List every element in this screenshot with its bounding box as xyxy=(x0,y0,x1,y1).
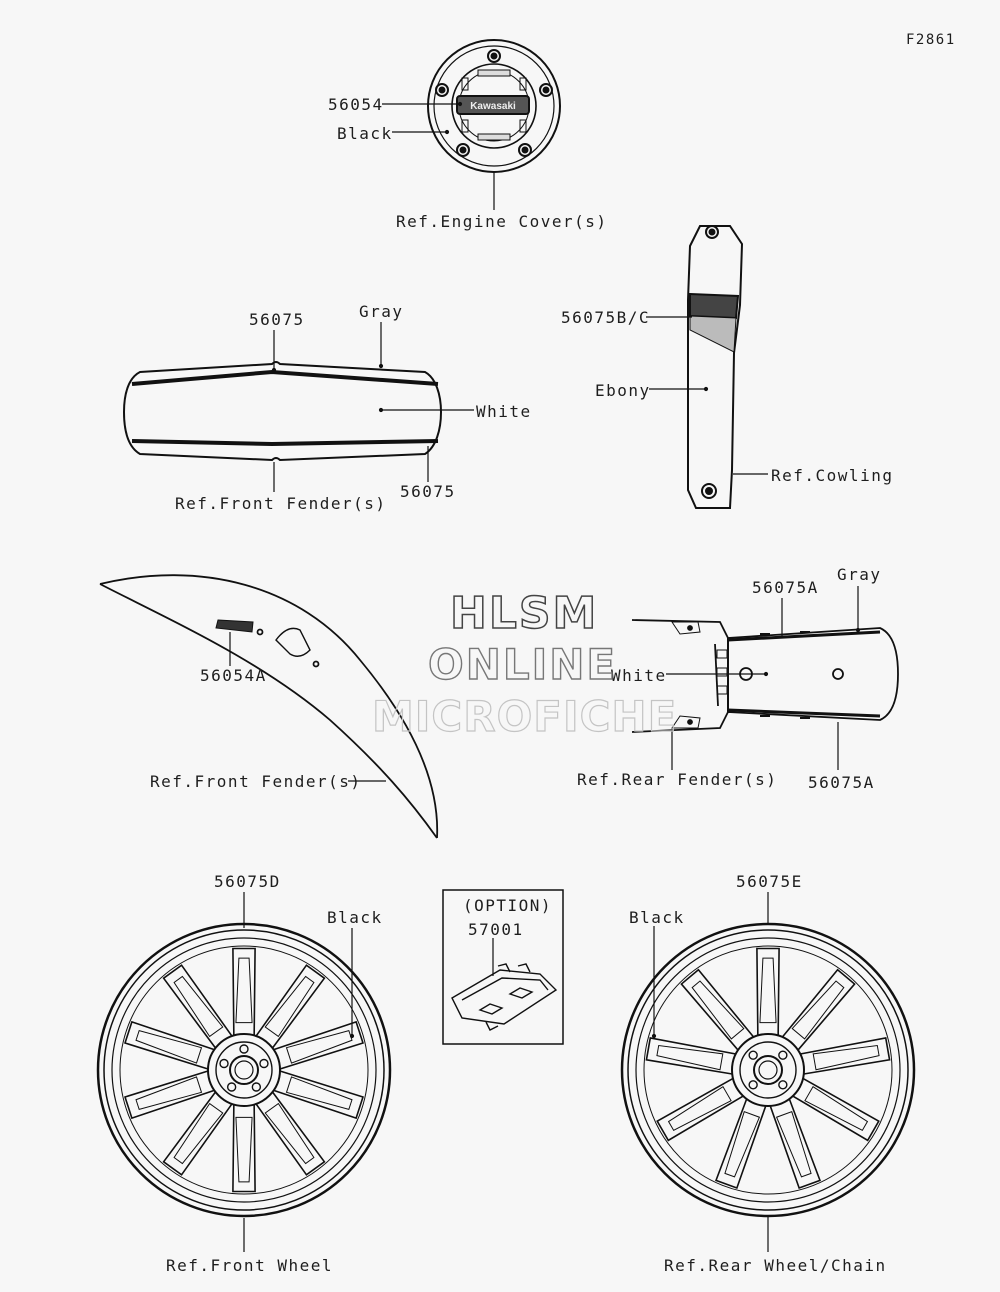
rear-wheel-ref: Ref.Rear Wheel/Chain xyxy=(664,1256,887,1275)
front-fender-top-color-gray: Gray xyxy=(359,302,404,321)
engine-cover-ref: Ref.Engine Cover(s) xyxy=(396,212,608,231)
front-wheel-drawing xyxy=(98,924,390,1216)
front-fender-side-part-number: 56054A xyxy=(200,666,267,685)
rear-fender-color-white: White xyxy=(611,666,667,685)
rear-wheel-part-number: 56075E xyxy=(736,872,803,891)
front-fender-top-leaders xyxy=(273,322,475,492)
engine-cover-color: Black xyxy=(337,124,393,143)
rear-fender-leaders xyxy=(666,586,860,770)
front-fender-top-part-number: 56075 xyxy=(249,310,305,329)
option-part-drawing xyxy=(452,964,556,1030)
front-fender-top-color-white: White xyxy=(476,402,532,421)
front-wheel-ref: Ref.Front Wheel xyxy=(166,1256,333,1275)
engine-cover-leaders xyxy=(382,103,494,211)
watermark-line-3: MICROFICHE xyxy=(372,692,678,741)
option-part-number: 57001 xyxy=(468,920,524,939)
rear-fender-ref: Ref.Rear Fender(s) xyxy=(577,770,778,789)
cowling-part-number: 56075B/C xyxy=(561,308,651,327)
front-fender-side-ref: Ref.Front Fender(s) xyxy=(150,772,362,791)
front-fender-top-ref: Ref.Front Fender(s) xyxy=(175,494,387,513)
cowling-drawing xyxy=(688,226,742,508)
front-wheel-color: Black xyxy=(327,908,383,927)
engine-cover-part-number: 56054 xyxy=(328,95,384,114)
figure-id: F2861 xyxy=(906,32,956,48)
rear-fender-part-number-top: 56075A xyxy=(752,578,819,597)
front-fender-side-leaders xyxy=(230,632,386,781)
watermark-line-2: ONLINE xyxy=(428,640,618,689)
rear-fender-color-gray: Gray xyxy=(837,565,882,584)
watermark-line-1: HLSM xyxy=(450,588,599,639)
kawasaki-badge: Kawasaki xyxy=(470,101,516,112)
cowling-leaders xyxy=(646,317,768,474)
cowling-color: Ebony xyxy=(595,381,651,400)
rear-wheel-drawing xyxy=(622,924,914,1216)
rear-wheel-color: Black xyxy=(629,908,685,927)
cowling-ref: Ref.Cowling xyxy=(771,466,894,485)
front-fender-top-drawing xyxy=(124,362,441,460)
front-fender-top-part-number-bottom: 56075 xyxy=(400,482,456,501)
rear-fender-part-number-bottom: 56075A xyxy=(808,773,875,792)
option-title: (OPTION) xyxy=(463,896,553,915)
front-wheel-part-number: 56075D xyxy=(214,872,281,891)
